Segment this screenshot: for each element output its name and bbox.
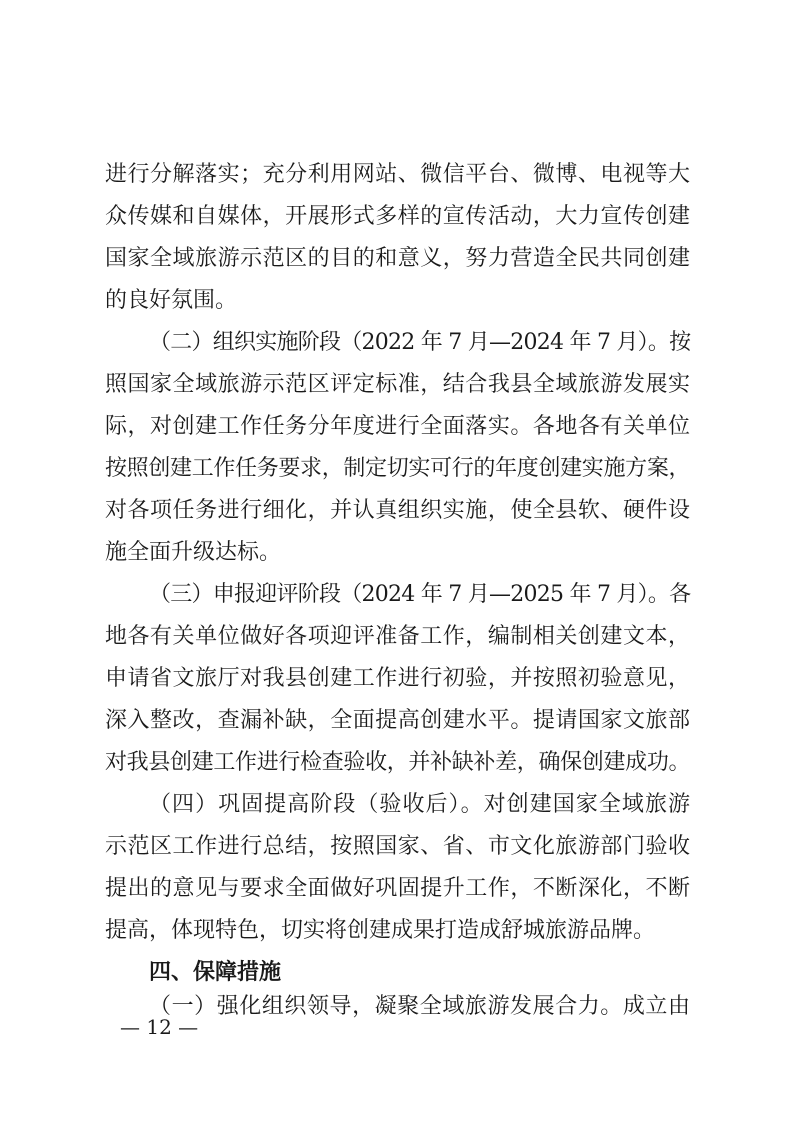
body-text-line: 申请省文旅厅对我县创建工作进行初验，并按照初验意见，	[105, 666, 690, 691]
section-four-heading-line: （四）巩固提高阶段（验收后）。对创建国家全域旅游	[149, 792, 690, 817]
body-text-line: 提高，体现特色，切实将创建成果打造成舒城旅游品牌。	[105, 918, 656, 943]
body-text-line: 进行分解落实；充分利用网站、微信平台、微博、电视等大	[105, 162, 690, 187]
body-text-line: 提出的意见与要求全面做好巩固提升工作，不断深化，不断	[105, 876, 690, 901]
section-two-heading-line: （二）组织实施阶段（2022 年 7 月—2024 年 7 月）。按	[149, 330, 691, 355]
body-text-line: 照国家全域旅游示范区评定标准，结合我县全域旅游发展实	[105, 372, 690, 397]
chapter-heading-safeguards: 四、保障措施	[149, 960, 282, 985]
body-text-line: 际，对创建工作任务分年度进行全面落实。各地各有关单位	[105, 414, 690, 439]
subsection-one-heading-line: （一）强化组织领导，凝聚全域旅游发展合力。成立由	[149, 994, 690, 1019]
body-text-line: 按照创建工作任务要求，制定切实可行的年度创建实施方案，	[105, 456, 690, 481]
body-text-line: 深入整改，查漏补缺，全面提高创建水平。提请国家文旅部	[105, 708, 690, 733]
body-text-line: 的良好氛围。	[105, 288, 238, 313]
body-text-line: 众传媒和自媒体，开展形式多样的宣传活动，大力宣传创建	[105, 204, 690, 229]
body-text-line: 国家全域旅游示范区的目的和意义，努力营造全民共同创建	[105, 246, 690, 271]
section-three-heading-line: （三）申报迎评阶段（2024 年 7 月—2025 年 7 月）。各	[149, 582, 691, 607]
body-text-line: 对我县创建工作进行检查验收，并补缺补差，确保创建成功。	[105, 750, 690, 775]
page-number: — 12 —	[120, 1015, 199, 1039]
body-text-line: 示范区工作进行总结，按照国家、省、市文化旅游部门验收	[105, 834, 690, 859]
body-text-line: 地各有关单位做好各项迎评准备工作，编制相关创建文本，	[105, 624, 690, 649]
body-text-line: 施全面升级达标。	[105, 540, 282, 565]
body-text-line: 对各项任务进行细化，并认真组织实施，使全县软、硬件设	[105, 498, 690, 523]
